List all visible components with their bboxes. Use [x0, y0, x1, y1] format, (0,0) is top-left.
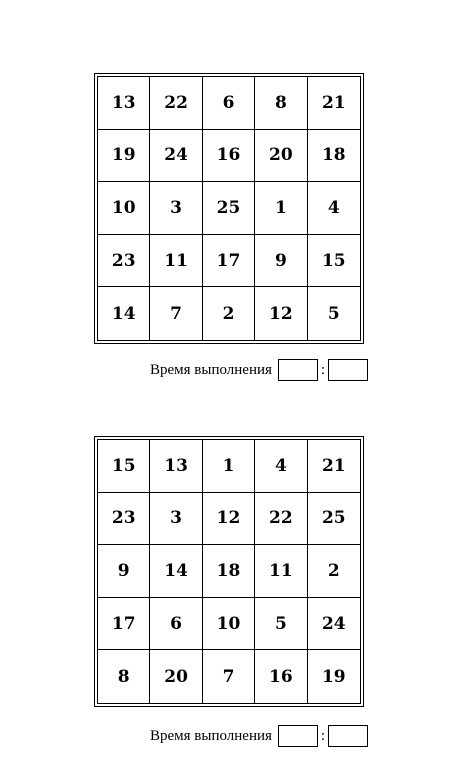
grid-cell[interactable]: 11	[150, 235, 202, 288]
grid-cell[interactable]: 18	[203, 545, 255, 598]
grid-cell[interactable]: 6	[203, 77, 255, 130]
grid-cell[interactable]: 17	[203, 235, 255, 288]
grid-cell[interactable]: 5	[255, 598, 307, 651]
completion-time-label: Время выполнения	[150, 361, 272, 378]
grid-cell[interactable]: 13	[150, 440, 202, 493]
grid-cell[interactable]: 18	[308, 130, 360, 183]
seconds-input[interactable]	[328, 725, 368, 747]
schulte-table-2	[94, 436, 364, 707]
grid-cell[interactable]: 19	[321, 666, 346, 687]
minutes-input[interactable]	[278, 725, 318, 747]
grid-cell[interactable]: 9	[98, 545, 150, 598]
grid-cell[interactable]: 15	[98, 440, 150, 493]
time-separator: :	[320, 727, 325, 744]
grid-cell[interactable]: 15	[308, 235, 360, 288]
grid-cell[interactable]: 6	[150, 598, 202, 651]
grid-cell[interactable]: 16	[203, 130, 255, 183]
grid-cell[interactable]: 7	[203, 650, 255, 703]
grid-cell[interactable]: 11	[255, 545, 307, 598]
grid-cell[interactable]: 14	[98, 287, 150, 340]
grid-cell[interactable]: 24	[308, 598, 360, 651]
grid-cell[interactable]: 16	[255, 650, 307, 703]
seconds-input[interactable]	[328, 359, 368, 381]
completion-time-1	[150, 358, 368, 382]
grid-cell[interactable]: 25	[203, 182, 255, 235]
grid-cell[interactable]: 21	[308, 77, 360, 130]
schulte-table-1	[94, 73, 364, 344]
grid-cell[interactable]: 22	[255, 493, 307, 546]
grid-cell[interactable]: 12	[255, 287, 307, 340]
grid-cell[interactable]: 23	[98, 235, 150, 288]
completion-time-2	[150, 724, 368, 748]
grid-cell[interactable]: 1	[255, 182, 307, 235]
grid-cell[interactable]: 7	[150, 287, 202, 340]
grid-cell[interactable]: 10	[203, 598, 255, 651]
grid-cell[interactable]: 22	[150, 77, 202, 130]
grid-cell[interactable]: 20	[150, 650, 202, 703]
grid-cell[interactable]: 2	[308, 545, 360, 598]
grid-cell[interactable]: 25	[308, 493, 360, 546]
grid-cell[interactable]: 12	[203, 493, 255, 546]
grid-cell[interactable]: 4	[308, 182, 360, 235]
grid-cell[interactable]: 1	[203, 440, 255, 493]
grid-cell[interactable]: 13	[98, 77, 150, 130]
grid-cell[interactable]: 19	[98, 130, 150, 183]
grid-cell[interactable]: 14	[150, 545, 202, 598]
schulte-grid-2	[97, 439, 361, 704]
grid-cell[interactable]: 5	[327, 303, 340, 324]
minutes-input[interactable]	[278, 359, 318, 381]
time-separator: :	[320, 361, 325, 378]
grid-cell[interactable]: 2	[203, 287, 255, 340]
grid-cell[interactable]: 8	[98, 650, 150, 703]
completion-time-label: Время выполнения	[150, 727, 272, 744]
grid-cell[interactable]: 10	[98, 182, 150, 235]
grid-cell[interactable]: 24	[150, 130, 202, 183]
schulte-grid-1	[97, 76, 361, 341]
grid-cell[interactable]: 4	[255, 440, 307, 493]
grid-cell[interactable]: 21	[308, 440, 360, 493]
grid-cell[interactable]: 17	[98, 598, 150, 651]
grid-cell[interactable]: 9	[255, 235, 307, 288]
grid-cell[interactable]: 23	[98, 493, 150, 546]
grid-cell[interactable]: 20	[255, 130, 307, 183]
grid-cell[interactable]: 3	[150, 493, 202, 546]
grid-cell[interactable]: 3	[150, 182, 202, 235]
grid-cell[interactable]: 8	[255, 77, 307, 130]
